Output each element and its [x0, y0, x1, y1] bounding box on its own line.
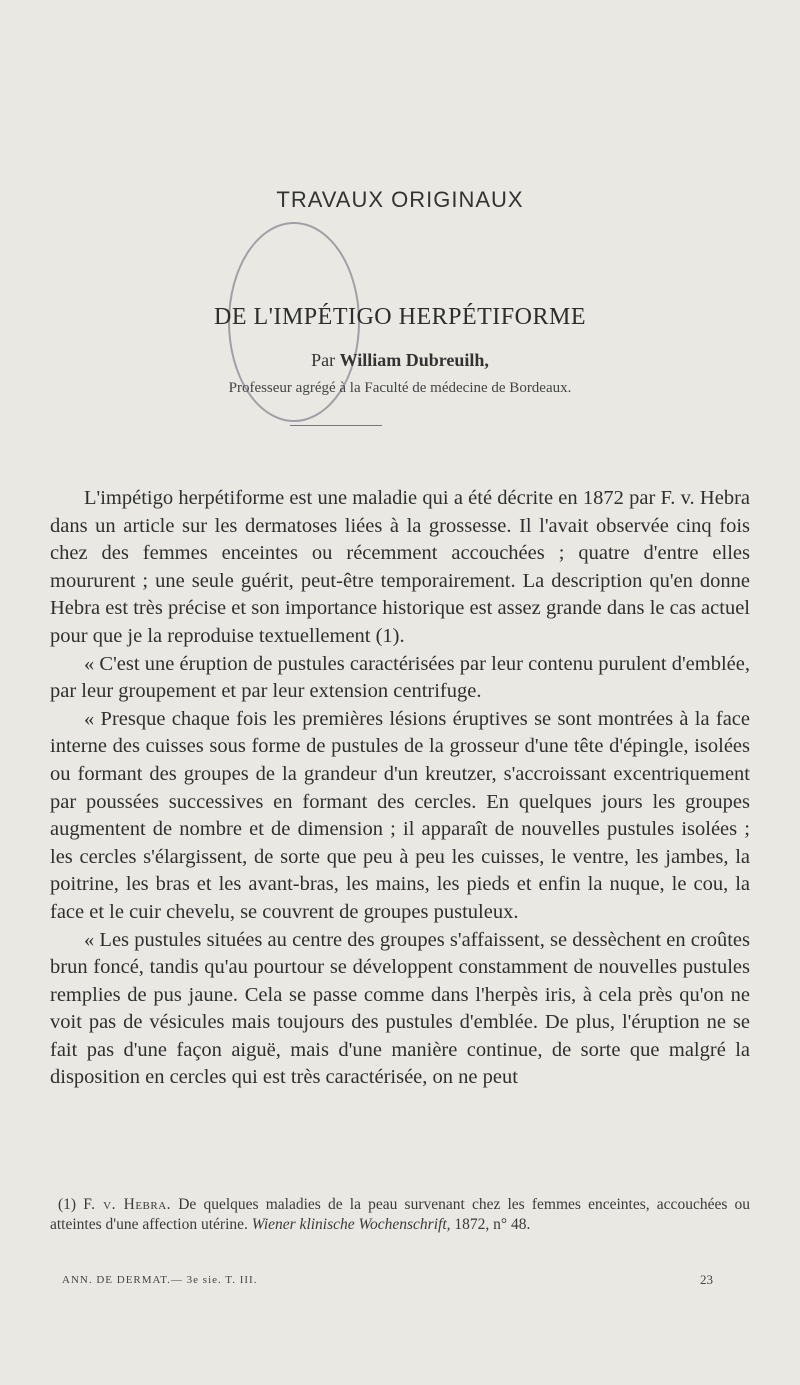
page-number: 23	[700, 1272, 713, 1287]
footnote-ref: 1872, n° 48.	[454, 1216, 531, 1233]
footnote	[50, 1195, 750, 1235]
paragraph: « C'est une éruption de pustules caractérisées par leur contenu purulent d'emblée, par leur groupement et par leur extension centrifuge.	[50, 652, 750, 703]
footnote-text: De quelques maladies de la peau survenant chez les femmes enceintes, accouchées ou atteintes d'une affection utérine.	[50, 1196, 751, 1233]
paragraph: L'impétigo herpétiforme est une maladie qui a été décrite en 1872 par F. v. Hebra dans un article sur les dermatoses liées à la grossesse. Il l'avait observée cinq fois chez des femmes enceintes ou récemment accouchées ; quatre d'entre elles moururent ; une seule guérit, peut-être temporairement. La description qu'en donne Hebra est très précise et son importance historique est assez grande dans le cas actuel pour que je la reproduise textuellement (1).	[50, 487, 750, 647]
paragraph: « Les pustules situées au centre des groupes s'affaissent, se dessèchent en croûtes brun foncé, tandis qu'au pourtour se développent constamment de nouvelles pustules remplies de pus jaune. Cela se passe comme dans l'herpès iris, à cela près qu'on ne voit pas de vésicules mais toujours des pustules d'emblée. De plus, l'éruption ne se fait pas d'une façon aiguë, mais d'une manière continue, de sorte que malgré la disposition en cercles qui est très caractérisée, on ne peut	[50, 928, 750, 1089]
article-title: DE L'IMPÉTIGO HERPÉTIFORME	[214, 304, 586, 330]
footnote-author: F. v. Hebra.	[83, 1196, 172, 1213]
author-affiliation: Professeur agrégé à la Faculté de médecine de Bordeaux.	[228, 380, 572, 396]
running-footer: ANN. DE DERMAT.— 3e sie. T. III.	[62, 1274, 258, 1286]
footnote-journal: Wiener klinische Wochenschrift,	[251, 1216, 451, 1233]
author-name: William Dubreuilh,	[339, 350, 489, 370]
title-divider	[290, 425, 382, 426]
section-title: TRAVAUX ORIGINAUX	[276, 187, 524, 212]
byline-prefix: Par	[311, 350, 336, 370]
footnote-marker: (1)	[58, 1196, 77, 1213]
byline	[0, 350, 800, 371]
article-body	[50, 485, 750, 1092]
paragraph: « Presque chaque fois les premières lésions éruptives se sont montrées à la face interne des cuisses sous forme de pustules de la grosseur d'une tête d'épingle, isolées ou formant des groupes de la grandeur d'un kreutzer, s'accroissant excentriquement par poussées successives en formant des cercles. En quelques jours les groupes augmentent de nombre et de dimension ; il apparaît de nouvelles pustules isolées ; les cercles s'élargissent, de sorte que peu à peu les cuisses, le ventre, les jambes, la poitrine, les bras et les avant-bras, les mains, les pieds et enfin la nuque, le cou, la face et le cuir chevelu, se couvrent de groupes pustuleux.	[50, 707, 750, 923]
